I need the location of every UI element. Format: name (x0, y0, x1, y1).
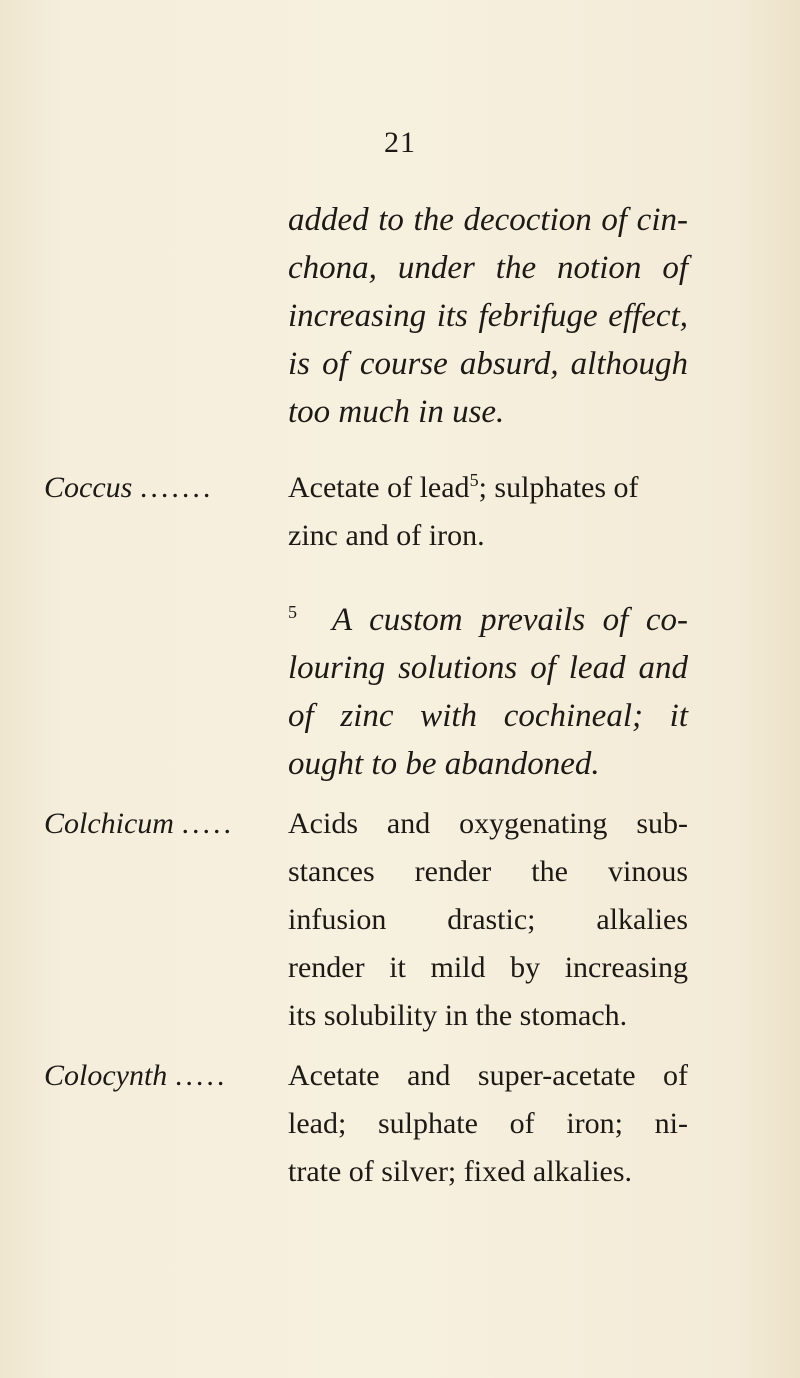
entry-line-text: Acetate of lead (288, 471, 470, 504)
entry-text-colchicum (288, 800, 688, 1040)
entry-line: its solubility in the stomach. (288, 999, 628, 1032)
entry-line (288, 464, 688, 512)
entry-line: render it mild by increasing (288, 951, 688, 984)
entry-text-coccus (288, 464, 688, 560)
footnote-line: of zinc with cochineal; it (288, 698, 688, 734)
footnote-line: ought to be abandoned. (288, 746, 600, 782)
intro-note-line: added to the decoction of cin- (288, 202, 688, 238)
footnote-reference: 5 (469, 470, 479, 490)
entry-name-colocynth (44, 1052, 227, 1100)
entry-line: zinc and of iron. (288, 519, 485, 552)
entry-text-colocynth (288, 1052, 688, 1196)
page-number: 21 (384, 126, 416, 159)
intro-note-line: chona, under the notion of (288, 250, 688, 286)
entry-line-text: ; sulphates of (478, 471, 639, 504)
entry-line: Acetate and super-acetate of (288, 1059, 688, 1092)
dot-leader: ..... (181, 807, 234, 840)
footnote (288, 596, 688, 788)
drug-name: Colocynth (44, 1059, 168, 1092)
dot-leader: ..... (174, 1059, 228, 1092)
entry-line: infusion drastic; alkalies (288, 903, 688, 936)
intro-note-line: too much in use. (288, 394, 505, 430)
intro-note-line: increasing its febrifuge effect, (288, 298, 688, 334)
dot-leader: ....... (139, 471, 214, 504)
intro-note (288, 196, 688, 436)
footnote-marker: 5 (288, 602, 297, 622)
drug-name: Coccus (44, 471, 133, 504)
entry-line: lead; sulphate of iron; ni- (288, 1107, 688, 1140)
intro-note-line: is of course absurd, although (288, 346, 688, 382)
footnote-line (288, 596, 688, 644)
entry-line: Acids and oxygenating sub- (288, 807, 688, 840)
footnote-line-text: A custom prevails of co- (332, 602, 688, 638)
entry-line: stances render the vinous (288, 855, 688, 888)
entry-name-colchicum (44, 800, 234, 848)
drug-name: Colchicum (44, 807, 174, 840)
footnote-line: louring solutions of lead and (288, 650, 688, 686)
entry-line: trate of silver; fixed alkalies. (288, 1155, 633, 1188)
entry-name-coccus (44, 464, 213, 512)
